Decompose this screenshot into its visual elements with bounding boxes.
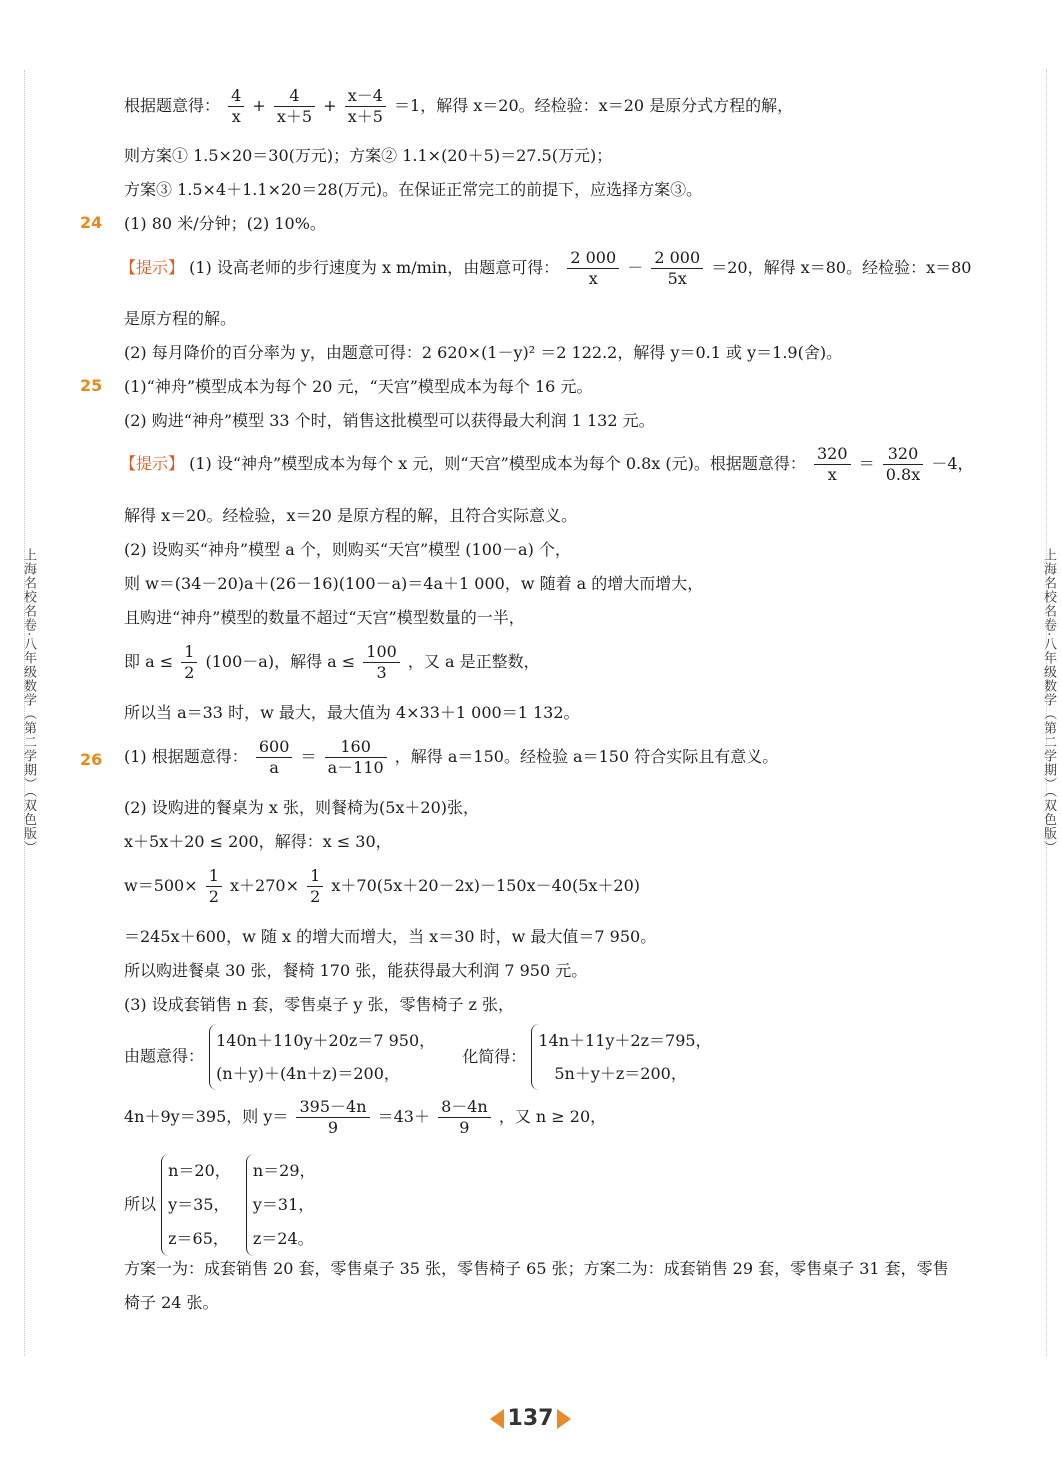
q25-answer-2: (2) 购进“神舟”模型 33 个时，销售这批模型可以获得最大利润 1 132 元。 [124,411,655,430]
fraction: $\frac{4}{x}$ [228,86,244,127]
right-side-label: 上海名校名卷·八年级数学（第二学期）（双色版） [1041,548,1056,855]
q26-equation-systems: 由题意得： 140n＋110y＋20z＝7 950， (n＋y)＋(4n＋z)＝200， 化简得： 14n＋11y＋2z＝795， 5n＋y＋z＝200， [124,1024,712,1090]
solution-line-2: 则方案① 1.5×20＝30(万元)；方案② 1.1×(20＋5)＝27.5(万元)； [124,146,613,165]
hint-label: 【提示】 [120,258,185,277]
fraction: $\frac{1}{2}$ [206,866,222,907]
fraction: $\frac{100}{3}$ [363,642,400,683]
right-triangle-icon [557,1409,571,1429]
fraction: $\frac{320}{x}$ [814,444,851,485]
solution-set-2: n＝29， y＝31， z＝24。 [246,1154,316,1256]
left-triangle-icon [490,1409,504,1429]
question-number-24: 24 [80,213,103,232]
q26-line-3: x＋5x＋20 ≤ 200，解得：x ≤ 30， [124,832,392,851]
q26-solutions: 所以 n＝20， y＝35， z＝65， n＝29， y＝31， z＝24。 [124,1154,316,1256]
solution-set-1: n＝20， y＝35， z＝65， [161,1154,231,1256]
fraction: $\frac{320}{0.8x}$ [883,444,923,485]
fraction: $\frac{1}{2}$ [181,642,197,683]
q24-hint-line-3: (2) 每月降价的百分率为 y，由题意可得：2 620×(1－y)² ＝2 122.2，解得 y＝0.1 或 y＝1.9(舍)。 [124,343,843,362]
q24-answer: (1) 80 米/分钟；(2) 10%。 [124,214,326,233]
q25-hint-line-1: 【提示】 (1) 设“神舟”模型成本为每个 x 元，则“天宫”模型成本为每个 0.8x (元)。根据题意得： $\frac{320}{x}$ ＝ $\frac{320}{0.8x}$ －4， [120,444,974,484]
q26-line-9: 4n＋9y＝395，则 y＝ $\frac{395-4n}{9}$ ＝43＋ $\frac{8-4n}{9}$ ，又 n ≥ 20， [124,1097,607,1137]
question-number-26: 26 [80,750,103,769]
q26-last-line-2: 椅子 24 张。 [124,1293,219,1312]
q25-hint-line-3: (2) 设购买“神舟”模型 a 个，则购买“天宫”模型 (100－a) 个， [124,540,571,559]
q26-line-7: (3) 设成套销售 n 套，零售桌子 y 张，零售椅子 z 张， [124,995,515,1014]
solution-line-3: 方案③ 1.5×4＋1.1×20＝28(万元)。在保证正常完工的前提下，应选择方案③。 [124,180,703,199]
q26-line-1: (1) 根据题意得： $\frac{600}{a}$ ＝ $\frac{160}{a-110}$ ，解得 a＝150。经检验 a＝150 符合实际且有意义。 [124,737,779,777]
equation-system-2: 14n＋11y＋2z＝795， 5n＋y＋z＝200， [531,1024,711,1090]
page-number: 137 [0,1406,1061,1431]
fraction: $\frac{2 000}{x}$ [567,248,619,289]
solution-line-1: 根据题意得： $\frac{4}{x}$ + $\frac{4}{x+5}$ + $\frac{x-4}{x+5}$ ＝1，解得 x＝20。经检验：x＝20 是原分式方程的解， [124,86,794,126]
fraction: $\frac{600}{a}$ [256,737,293,778]
fraction: $\frac{2 000}{5x}$ [651,248,703,289]
q26-last-line-1: 方案一为：成套销售 20 套，零售桌子 35 张，零售椅子 65 张；方案二为：成套销售 29 套，零售桌子 31 套，零售 [124,1259,949,1278]
fraction: $\frac{1}{2}$ [307,866,323,907]
fraction: $\frac{8-4n}{9}$ [438,1097,491,1138]
question-number-25: 25 [80,376,103,395]
left-side-label: 上海名校名卷·八年级数学（第二学期）（双色版） [21,548,36,855]
fraction: $\frac{x-4}{x+5}$ [345,86,386,127]
fraction: $\frac{160}{a-110}$ [325,737,387,778]
q25-hint-line-6: 即 a ≤ $\frac{1}{2}$ (100－a)，解得 a ≤ $\frac{100}{3}$ ，又 a 是正整数， [124,642,540,682]
q24-hint-line-1: 【提示】 (1) 设高老师的步行速度为 x m/min，由题意可得： $\frac{2 000}{x}$ － $\frac{2 000}{5x}$ ＝20，解得 x＝80。经检验：x＝80 [120,248,972,288]
q25-answer-1: (1)“神舟”模型成本为每个 20 元，“天宫”模型成本为每个 16 元。 [124,377,593,396]
q26-line-5: ＝245x＋600，w 随 x 的增大而增大，当 x＝30 时，w 最大值＝7 950。 [124,927,657,946]
q25-hint-line-2: 解得 x＝20。经检验，x＝20 是原方程的解，且符合实际意义。 [124,506,577,525]
q26-line-2: (2) 设购进的餐桌为 x 张，则餐椅为(5x＋20)张， [124,798,479,817]
q25-hint-line-7: 所以当 a＝33 时，w 最大，最大值为 4×33＋1 000＝1 132。 [124,703,580,722]
q25-hint-line-5: 且购进“神舟”模型的数量不超过“天宫”模型数量的一半， [124,608,525,627]
fraction: $\frac{4}{x+5}$ [274,86,315,127]
equation-system-1: 140n＋110y＋20z＝7 950， (n＋y)＋(4n＋z)＝200， [209,1024,435,1090]
q25-hint-line-4: 则 w＝(34－20)a＋(26－16)(100－a)＝4a＋1 000，w 随着 a 的增大而增大， [124,574,704,593]
q24-hint-line-2: 是原方程的解。 [124,309,237,328]
hint-label: 【提示】 [120,454,185,473]
fraction: $\frac{395-4n}{9}$ [296,1097,369,1138]
q26-line-4: w＝500× $\frac{1}{2}$ x＋270× $\frac{1}{2}$ x＋70(5x＋20－2x)－150x－40(5x＋20) [124,866,640,906]
q26-line-6: 所以购进餐桌 30 张，餐椅 170 张，能获得最大利润 7 950 元。 [124,961,588,980]
